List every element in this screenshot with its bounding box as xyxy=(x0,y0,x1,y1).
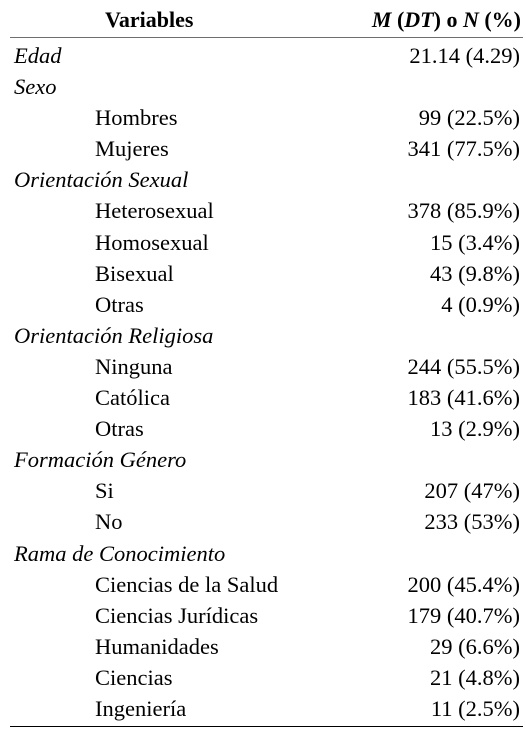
stat-dt-symbol: DT xyxy=(404,7,434,32)
category-label: Orientación Sexual xyxy=(14,167,189,193)
row-value: 11 (2.5%) xyxy=(430,695,520,721)
table-row xyxy=(10,631,523,662)
row-value: 13 (2.9%) xyxy=(430,416,520,442)
row-value: 29 (6.6%) xyxy=(430,633,520,659)
stat-separator-3: (%) xyxy=(478,7,521,32)
row-label: Ciencias Jurídicas xyxy=(95,602,259,628)
row-value: 200 (45.4%) xyxy=(407,571,520,597)
stat-separator-1: ( xyxy=(391,7,405,32)
row-label: Si xyxy=(95,478,114,504)
row-label: Católica xyxy=(95,385,170,411)
table-body xyxy=(10,40,523,724)
table-row xyxy=(10,382,523,413)
row-value: 21 (4.8%) xyxy=(430,664,520,690)
table-header-row xyxy=(10,5,523,35)
table-row xyxy=(10,289,523,320)
row-label: Ninguna xyxy=(95,353,173,379)
table-category-row xyxy=(10,320,523,351)
row-label: Otras xyxy=(95,416,144,442)
category-label: Formación Género xyxy=(14,447,187,473)
stat-separator-2: ) o xyxy=(433,7,463,32)
row-label: Hombres xyxy=(95,105,178,131)
row-value: 4 (0.9%) xyxy=(441,291,520,317)
table-row xyxy=(10,227,523,258)
row-label: Mujeres xyxy=(95,136,169,162)
table-row xyxy=(10,102,523,133)
table-row xyxy=(10,600,523,631)
row-value: 15 (3.4%) xyxy=(430,229,520,255)
table-row xyxy=(10,506,523,537)
statistics-column-header xyxy=(372,5,521,35)
row-value: 207 (47%) xyxy=(424,478,520,504)
table-category-row xyxy=(10,164,523,195)
table-row xyxy=(10,662,523,693)
row-value: 378 (85.9%) xyxy=(407,198,520,224)
row-label: No xyxy=(95,509,123,535)
table-category-row xyxy=(10,444,523,475)
row-label: Bisexual xyxy=(95,260,174,286)
row-value: 43 (9.8%) xyxy=(430,260,520,286)
table-category-row xyxy=(10,40,523,71)
row-label: Homosexual xyxy=(95,229,209,255)
category-label: Rama de Conocimiento xyxy=(14,540,226,566)
row-label: Otras xyxy=(95,291,144,317)
header-divider xyxy=(10,37,523,38)
table-row xyxy=(10,195,523,226)
row-value: 341 (77.5%) xyxy=(407,136,520,162)
row-value: 99 (22.5%) xyxy=(418,105,520,131)
row-label: Ingeniería xyxy=(95,695,187,721)
category-label: Orientación Religiosa xyxy=(14,322,214,348)
stat-n-symbol: N xyxy=(462,7,479,32)
table-category-row xyxy=(10,71,523,102)
variables-column-header: Variables xyxy=(105,7,194,32)
row-value: 233 (53%) xyxy=(424,509,520,535)
category-label: Sexo xyxy=(14,74,57,100)
table-category-row xyxy=(10,538,523,569)
bottom-divider xyxy=(10,726,523,727)
table-row xyxy=(10,569,523,600)
table-row xyxy=(10,133,523,164)
row-value: 179 (40.7%) xyxy=(407,602,520,628)
table-row xyxy=(10,351,523,382)
row-label: Ciencias xyxy=(95,664,173,690)
row-value: 21.14 (4.29) xyxy=(409,43,520,68)
table-row xyxy=(10,693,523,724)
row-label: Ciencias de la Salud xyxy=(95,571,279,597)
category-label: Edad xyxy=(14,43,62,68)
table-row xyxy=(10,475,523,506)
row-value: 183 (41.6%) xyxy=(407,385,520,411)
table-row xyxy=(10,413,523,444)
row-value: 244 (55.5%) xyxy=(407,353,520,379)
row-label: Heterosexual xyxy=(95,198,214,224)
stat-m-symbol: M xyxy=(371,7,392,32)
row-label: Humanidades xyxy=(95,633,219,659)
table-row xyxy=(10,258,523,289)
